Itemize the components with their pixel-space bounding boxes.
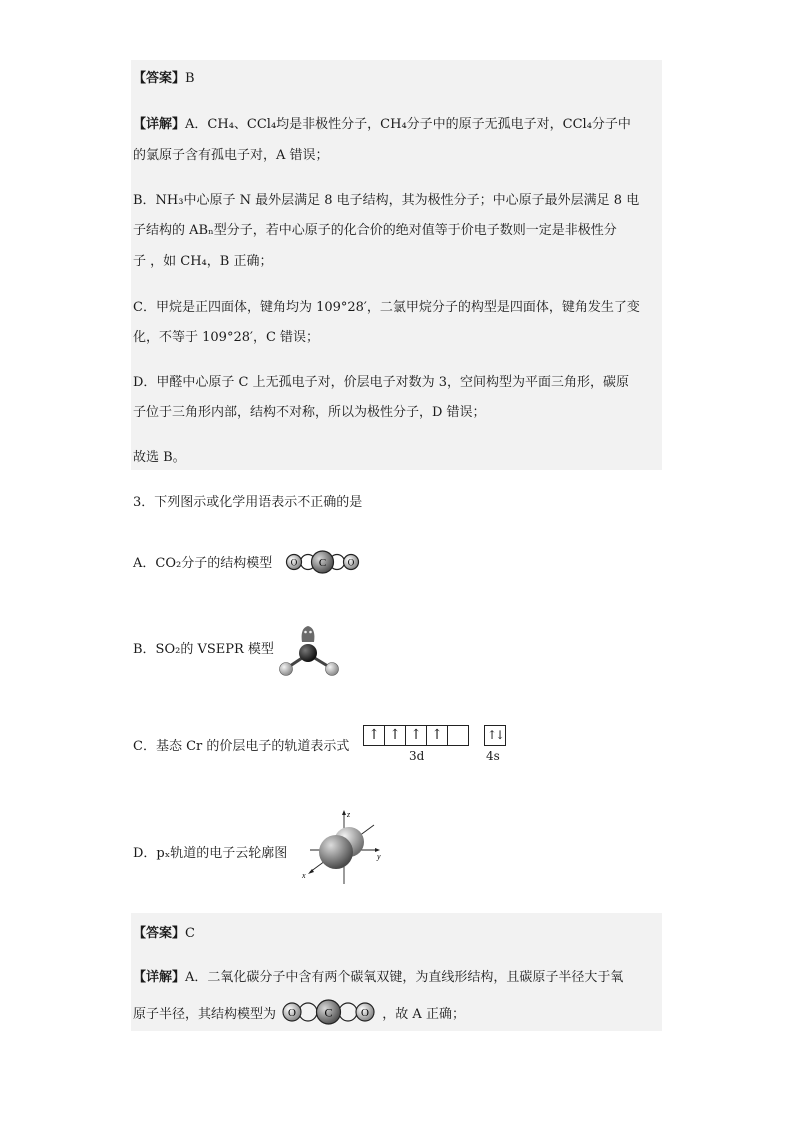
option-d — [133, 842, 287, 861]
option-c — [133, 735, 349, 754]
px-orbital-figure — [300, 808, 386, 886]
answer-value: B — [185, 71, 195, 86]
option-a — [133, 552, 272, 571]
inline-atom-o-right: O — [361, 1006, 370, 1019]
answer2-line-1 — [133, 922, 195, 941]
answer2-detail-text: A．二氧化碳分子中含有两个碳氧双键，为直线形结构，且碳原子半径大于氧 — [185, 970, 624, 985]
answer2-detail-line-2 — [133, 1003, 465, 1025]
co2-model-figure — [284, 549, 364, 575]
so2-vsepr-figure — [276, 622, 342, 680]
detail-line-4: 子结构的 ABₙ型分子，若中心原子的化合价的绝对值等于价电子数则一定是非极性分 — [133, 223, 617, 238]
atom-o-left: O — [290, 557, 298, 568]
orbital-3d-box-4: ↑ — [426, 725, 447, 746]
orbital-3d-box-3: ↑ — [405, 725, 426, 746]
answer2-detail-line-1 — [133, 966, 623, 985]
detail-line-5: 子 ，如 CH₄，B 正确； — [133, 254, 273, 269]
detail-line-8: D．甲醛中心原子 C 上无孤电子对，价层电子对数为 3，空间构型为平面三角形，碳原 — [133, 375, 630, 390]
answer2-value: C — [185, 926, 195, 941]
co2-model-inline — [280, 999, 378, 1025]
option-d-text: D．pₓ轨道的电子云轮廓图 — [133, 846, 288, 861]
answer2-line2-post: ，故 A 正确； — [382, 1007, 465, 1022]
atom-c: C — [318, 557, 327, 569]
label-3d: 3d — [409, 749, 425, 763]
orbital-4s-box: ↑↓ — [484, 725, 506, 746]
orbital-4s — [484, 725, 506, 746]
orbital-3d-box-2: ↑ — [384, 725, 405, 746]
detail-label: 【详解】 — [133, 117, 186, 132]
detail-line-10: 故选 B。 — [133, 450, 186, 465]
axis-y-label: y — [377, 852, 381, 861]
detail-text: A．CH₄、CCl₄均是非极性分子，CH₄分子中的原子无孤电子对，CCl₄分子中 — [185, 117, 631, 132]
inline-atom-o-left: O — [288, 1006, 297, 1019]
atom-o-right: O — [347, 557, 355, 568]
detail-line-6: C．甲烷是正四面体，键角均为 109°28′，二氯甲烷分子的构型是四面体，键角发生了变 — [133, 300, 640, 315]
axis-x-label: x — [302, 871, 306, 880]
axis-z-label: z — [347, 810, 351, 819]
orbital-3d-box-1: ↑ — [363, 725, 384, 746]
answer2-line2-pre: 原子半径，其结构模型为 — [133, 1007, 277, 1022]
orbital-3d — [363, 725, 469, 746]
option-b-text: B．SO₂的 VSEPR 模型 — [133, 642, 274, 657]
detail-line-3: B．NH₃中心原子 N 最外层满足 8 电子结构，其为极性分子；中心原子最外层满足 8 电 — [133, 193, 640, 208]
answer-line-1 — [133, 67, 195, 86]
option-b — [133, 638, 274, 657]
detail-line-9: 子位于三角形内部，结构不对称，所以为极性分子，D 错误； — [133, 405, 486, 420]
detail-line-1 — [133, 113, 631, 132]
label-4s: 4s — [486, 749, 500, 763]
orbital-3d-box-5 — [447, 725, 469, 746]
inline-atom-c: C — [324, 1005, 333, 1019]
option-c-text: C．基态 Cr 的价层电子的轨道表示式 — [133, 739, 350, 754]
question-stem: 3．下列图示或化学用语表示不正确的是 — [133, 495, 363, 510]
detail-line-7: 化，不等于 109°28′，C 错误； — [133, 330, 320, 345]
option-a-text: A．CO₂分子的结构模型 — [133, 556, 273, 571]
detail-line-2: 的氯原子含有孤电子对，A 错误； — [133, 148, 329, 163]
answer2-detail-label: 【详解】 — [133, 970, 186, 985]
answer2-label: 【答案】 — [133, 926, 186, 941]
answer-label: 【答案】 — [133, 71, 186, 86]
